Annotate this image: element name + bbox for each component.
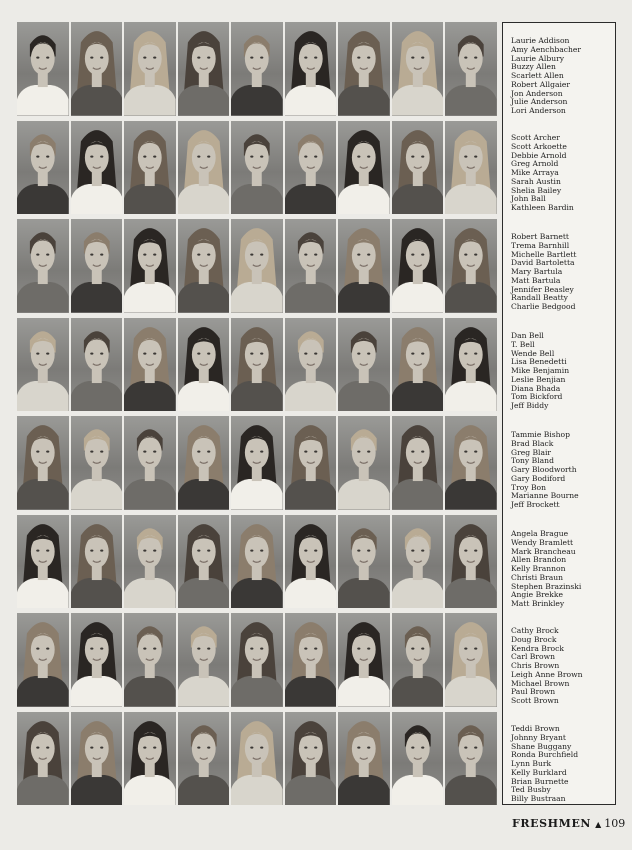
- student-portrait: [392, 416, 444, 510]
- name-list-row-1: [511, 37, 615, 116]
- student-name: Tony Bland: [511, 456, 554, 466]
- student-portrait: [285, 121, 337, 215]
- student-name: Matt Brinkley: [511, 599, 565, 608]
- student-name: David Bartoletta: [511, 258, 575, 268]
- student-portrait: [338, 121, 390, 215]
- student-portrait: [445, 318, 497, 412]
- student-name: Randall Beatty: [511, 293, 568, 303]
- student-name: Troy Bon: [511, 482, 547, 492]
- student-name: Robert Allgaier: [511, 79, 571, 89]
- student-name: Kelly Brannon: [511, 564, 566, 573]
- name-list-row-2: [511, 134, 615, 213]
- student-portrait: [338, 318, 390, 412]
- student-name: Lynn Burk: [511, 759, 552, 768]
- student-name: Laurie Addison: [511, 36, 570, 45]
- student-portrait: [392, 613, 444, 707]
- student-portrait: [71, 613, 123, 707]
- student-portrait: [392, 121, 444, 215]
- student-name: Ronda Burchfield: [511, 750, 579, 760]
- student-portrait: [285, 712, 337, 806]
- student-portrait: [17, 22, 69, 116]
- student-name: Scott Archer: [511, 133, 560, 142]
- student-portrait: [178, 22, 230, 116]
- student-portrait: [445, 515, 497, 609]
- student-portrait: [17, 219, 69, 313]
- student-portrait: [71, 416, 123, 510]
- student-name: Brad Black: [511, 438, 554, 448]
- student-name: Robert Barnett: [511, 232, 569, 241]
- student-portrait: [231, 121, 283, 215]
- name-list-row-4: [511, 332, 615, 411]
- student-portrait: [17, 416, 69, 510]
- student-portrait: [17, 613, 69, 707]
- student-portrait: [124, 416, 176, 510]
- triangle-icon: ▲: [595, 820, 602, 829]
- student-name: Trema Barnhill: [511, 240, 570, 250]
- student-name: Mark Brancheau: [511, 546, 576, 556]
- student-name: Scott Brown: [511, 696, 559, 705]
- name-list-row-6: [511, 530, 615, 609]
- student-name: Dan Bell: [511, 331, 544, 340]
- student-name: Johnny Bryant: [511, 732, 566, 742]
- student-name: Debbie Arnold: [511, 150, 567, 160]
- student-name: Greg Blair: [511, 447, 552, 457]
- student-name: Gary Bodiford: [511, 473, 566, 483]
- student-name: Matt Bartula: [511, 275, 561, 285]
- student-portrait: [124, 712, 176, 806]
- student-name: Lisa Benedetti: [511, 357, 567, 367]
- student-portrait: [445, 712, 497, 806]
- student-portrait: [71, 515, 123, 609]
- student-name: Jeff Biddy: [511, 401, 549, 410]
- student-portrait: [445, 22, 497, 116]
- student-name: Paul Brown: [511, 687, 556, 697]
- student-name: Jennifer Beasley: [511, 284, 574, 294]
- student-portrait: [338, 515, 390, 609]
- student-name: Brian Burnette: [511, 776, 569, 786]
- student-portrait: [338, 219, 390, 313]
- page-footer: [512, 817, 625, 830]
- student-portrait: [231, 219, 283, 313]
- section-label: FRESHMEN: [512, 817, 592, 830]
- student-portrait: [178, 121, 230, 215]
- student-name: Sarah Austin: [511, 176, 561, 186]
- student-name: T. Bell: [511, 339, 535, 349]
- student-name: John Ball: [511, 194, 546, 204]
- student-portrait: [445, 416, 497, 510]
- student-name: Mary Bartula: [511, 267, 563, 276]
- student-portrait: [445, 613, 497, 707]
- student-portrait: [392, 515, 444, 609]
- name-list-row-8: [511, 725, 615, 804]
- student-name: Greg Arnold: [511, 159, 559, 169]
- student-name: Carl Brown: [511, 652, 555, 662]
- student-portrait: [17, 515, 69, 609]
- student-portrait: [392, 22, 444, 116]
- student-name: Mike Benjamin: [511, 366, 570, 375]
- student-name: Kelly Burklard: [511, 767, 567, 777]
- name-list-row-3: [511, 233, 615, 312]
- student-portrait: [231, 22, 283, 116]
- student-portrait: [71, 22, 123, 116]
- student-portrait: [231, 416, 283, 510]
- student-name: Cathy Brock: [511, 626, 559, 635]
- student-name: Michael Brown: [511, 678, 570, 688]
- student-name: Mike Arraya: [511, 168, 559, 177]
- student-portrait: [124, 219, 176, 313]
- student-name: Charlie Bedgood: [511, 302, 576, 311]
- student-name: Allen Brandon: [511, 555, 567, 565]
- student-name: Angie Brekke: [511, 590, 563, 600]
- student-name: Jon Anderson: [511, 88, 563, 98]
- student-portrait: [178, 712, 230, 806]
- student-portrait: [124, 613, 176, 707]
- student-name: Buzzy Allen: [511, 62, 556, 72]
- student-portrait: [231, 515, 283, 609]
- student-portrait: [285, 318, 337, 412]
- student-name: Shane Buggany: [511, 741, 572, 751]
- student-portrait: [124, 318, 176, 412]
- student-name: Laurie Albury: [511, 53, 565, 63]
- student-portrait: [17, 318, 69, 412]
- student-portrait: [71, 712, 123, 806]
- student-portrait: [285, 515, 337, 609]
- student-portrait: [338, 712, 390, 806]
- page-number: 109: [604, 817, 626, 830]
- student-portrait: [338, 613, 390, 707]
- student-portrait: [285, 219, 337, 313]
- student-name: Kendra Brock: [511, 643, 564, 653]
- student-portrait: [285, 22, 337, 116]
- student-portrait: [231, 318, 283, 412]
- student-name: Teddi Brown: [511, 724, 560, 733]
- student-portrait: [17, 121, 69, 215]
- student-portrait: [71, 219, 123, 313]
- student-name: Michelle Bartlett: [511, 249, 577, 259]
- student-name: Gary Bloodworth: [511, 465, 577, 474]
- student-name: Ted Busby: [511, 785, 551, 795]
- student-name: Kathleen Bardin: [511, 203, 574, 212]
- portrait-grid: [17, 22, 497, 805]
- student-portrait: [338, 22, 390, 116]
- student-portrait: [445, 219, 497, 313]
- student-portrait: [178, 219, 230, 313]
- student-name: Lori Anderson: [511, 106, 566, 115]
- student-name: Marianne Bourne: [511, 491, 579, 501]
- student-name: Christi Braun: [511, 572, 564, 582]
- names-panel: [502, 22, 616, 805]
- student-name: Angela Brague: [511, 529, 569, 538]
- student-portrait: [124, 22, 176, 116]
- student-portrait: [285, 613, 337, 707]
- student-portrait: [124, 121, 176, 215]
- student-portrait: [124, 515, 176, 609]
- student-name: Diana Bhada: [511, 383, 561, 393]
- student-portrait: [178, 515, 230, 609]
- student-portrait: [231, 712, 283, 806]
- student-portrait: [178, 613, 230, 707]
- student-name: Wendy Bramlett: [511, 537, 574, 547]
- student-name: Doug Brock: [511, 634, 557, 644]
- student-name: Billy Bustraan: [511, 794, 566, 803]
- student-name: Shelia Bailey: [511, 185, 562, 195]
- student-portrait: [392, 318, 444, 412]
- student-portrait: [392, 712, 444, 806]
- student-name: Stephen Brazinski: [511, 581, 582, 591]
- name-list-row-7: [511, 627, 615, 706]
- student-name: Tom Bickford: [511, 392, 563, 402]
- student-name: Wende Bell: [511, 348, 555, 358]
- student-name: Amy Aenchbacher: [511, 44, 582, 54]
- student-portrait: [178, 318, 230, 412]
- name-list-row-5: [511, 431, 615, 510]
- student-portrait: [392, 219, 444, 313]
- student-portrait: [445, 121, 497, 215]
- student-portrait: [71, 318, 123, 412]
- student-portrait: [17, 712, 69, 806]
- student-name: Jeff Brockett: [511, 500, 560, 509]
- student-name: Scarlett Allen: [511, 71, 564, 80]
- student-portrait: [71, 121, 123, 215]
- student-portrait: [338, 416, 390, 510]
- student-portrait: [285, 416, 337, 510]
- student-portrait: [231, 613, 283, 707]
- student-name: Julie Anderson: [511, 97, 568, 107]
- student-portrait: [178, 416, 230, 510]
- student-name: Leigh Anne Brown: [511, 669, 583, 679]
- student-name: Chris Brown: [511, 661, 560, 670]
- student-name: Tammie Bishop: [511, 430, 570, 439]
- student-name: Scott Arkoette: [511, 141, 567, 151]
- student-name: Leslie Benjian: [511, 374, 566, 384]
